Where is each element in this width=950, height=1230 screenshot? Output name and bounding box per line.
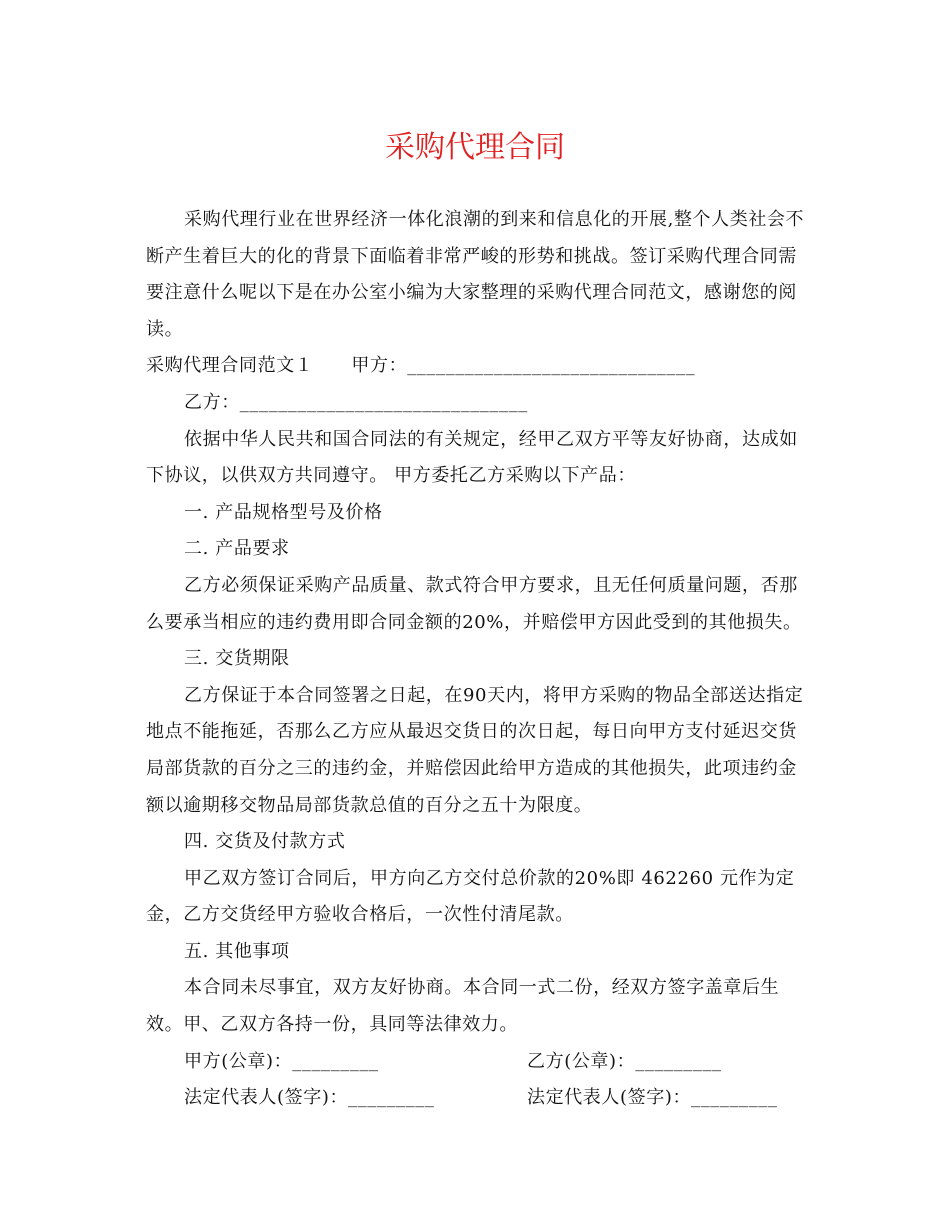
document-body: [146, 202, 806, 1117]
seal-row: [146, 1044, 806, 1081]
intro-paragraph: 采购代理行业在世界经济一体化浪潮的到来和信息化的开展,整个人类社会不断产生着巨大的化的背景下面临着非常严峻的形势和挑战。签订采购代理合同需要注意什么呢以下是在办公室小编为大家整理的采购代理合同范文，感谢您的阅读。: [146, 209, 805, 340]
sample-heading: 采购代理合同范文１: [146, 355, 314, 377]
basis-paragraph: 依据中华人民共和国合同法的有关规定，经甲乙双方平等友好协商，达成如下协议，以供双方共同遵守。 甲方委托乙方采购以下产品：: [146, 428, 798, 487]
section5-text: 本合同未尽事宜，双方友好协商。本合同一式二份，经双方签字盖章后生效。甲、乙双方各持一份，具同等法律效力。: [146, 977, 780, 1036]
party-b-seal: 乙方(公章)：_________: [527, 1050, 722, 1072]
section5-heading: 五. 其他事项: [184, 940, 290, 962]
party-a-line: 甲方：______________________________: [351, 355, 696, 377]
section4-heading: 四. 交货及付款方式: [184, 831, 346, 853]
section2-text: 乙方必须保证采购产品质量、款式符合甲方要求，且无任何质量问题，否那么要承当相应的违约费用即合同金额的20%，并赔偿甲方因此受到的其他损失。: [146, 574, 802, 633]
section4-text: 甲乙双方签订合同后，甲方向乙方交付总价款的20%即 462260 元作为定金，乙方交货经甲方验收合格后，一次性付清尾款。: [146, 867, 795, 926]
section1-heading: 一. 产品规格型号及价格: [184, 501, 383, 523]
party-b-line: 乙方：______________________________: [184, 391, 528, 413]
section2-heading: 二. 产品要求: [184, 538, 290, 560]
party-a-representative: 法定代表人(签字)：_________: [184, 1087, 435, 1109]
section3-heading: 三. 交货期限: [184, 648, 290, 670]
party-a-seal: 甲方(公章)：_________: [184, 1050, 379, 1072]
representative-row: [146, 1080, 806, 1117]
document-title: 采购代理合同: [385, 130, 565, 165]
party-b-representative: 法定代表人(签字)：_________: [527, 1087, 778, 1109]
section3-text: 乙方保证于本合同签署之日起，在90天内，将甲方采购的物品全部送达指定地点不能拖延，否那么乙方应从最迟交货日的次日起，每日向甲方支付延迟交货局部货款的百分之三的违约金，并赔偿因此给甲方造成的其他损失，此项违约金额以逾期移交物品局部货款总值的百分之五十为限度。: [146, 684, 804, 816]
sample-heading-row: [146, 348, 806, 385]
